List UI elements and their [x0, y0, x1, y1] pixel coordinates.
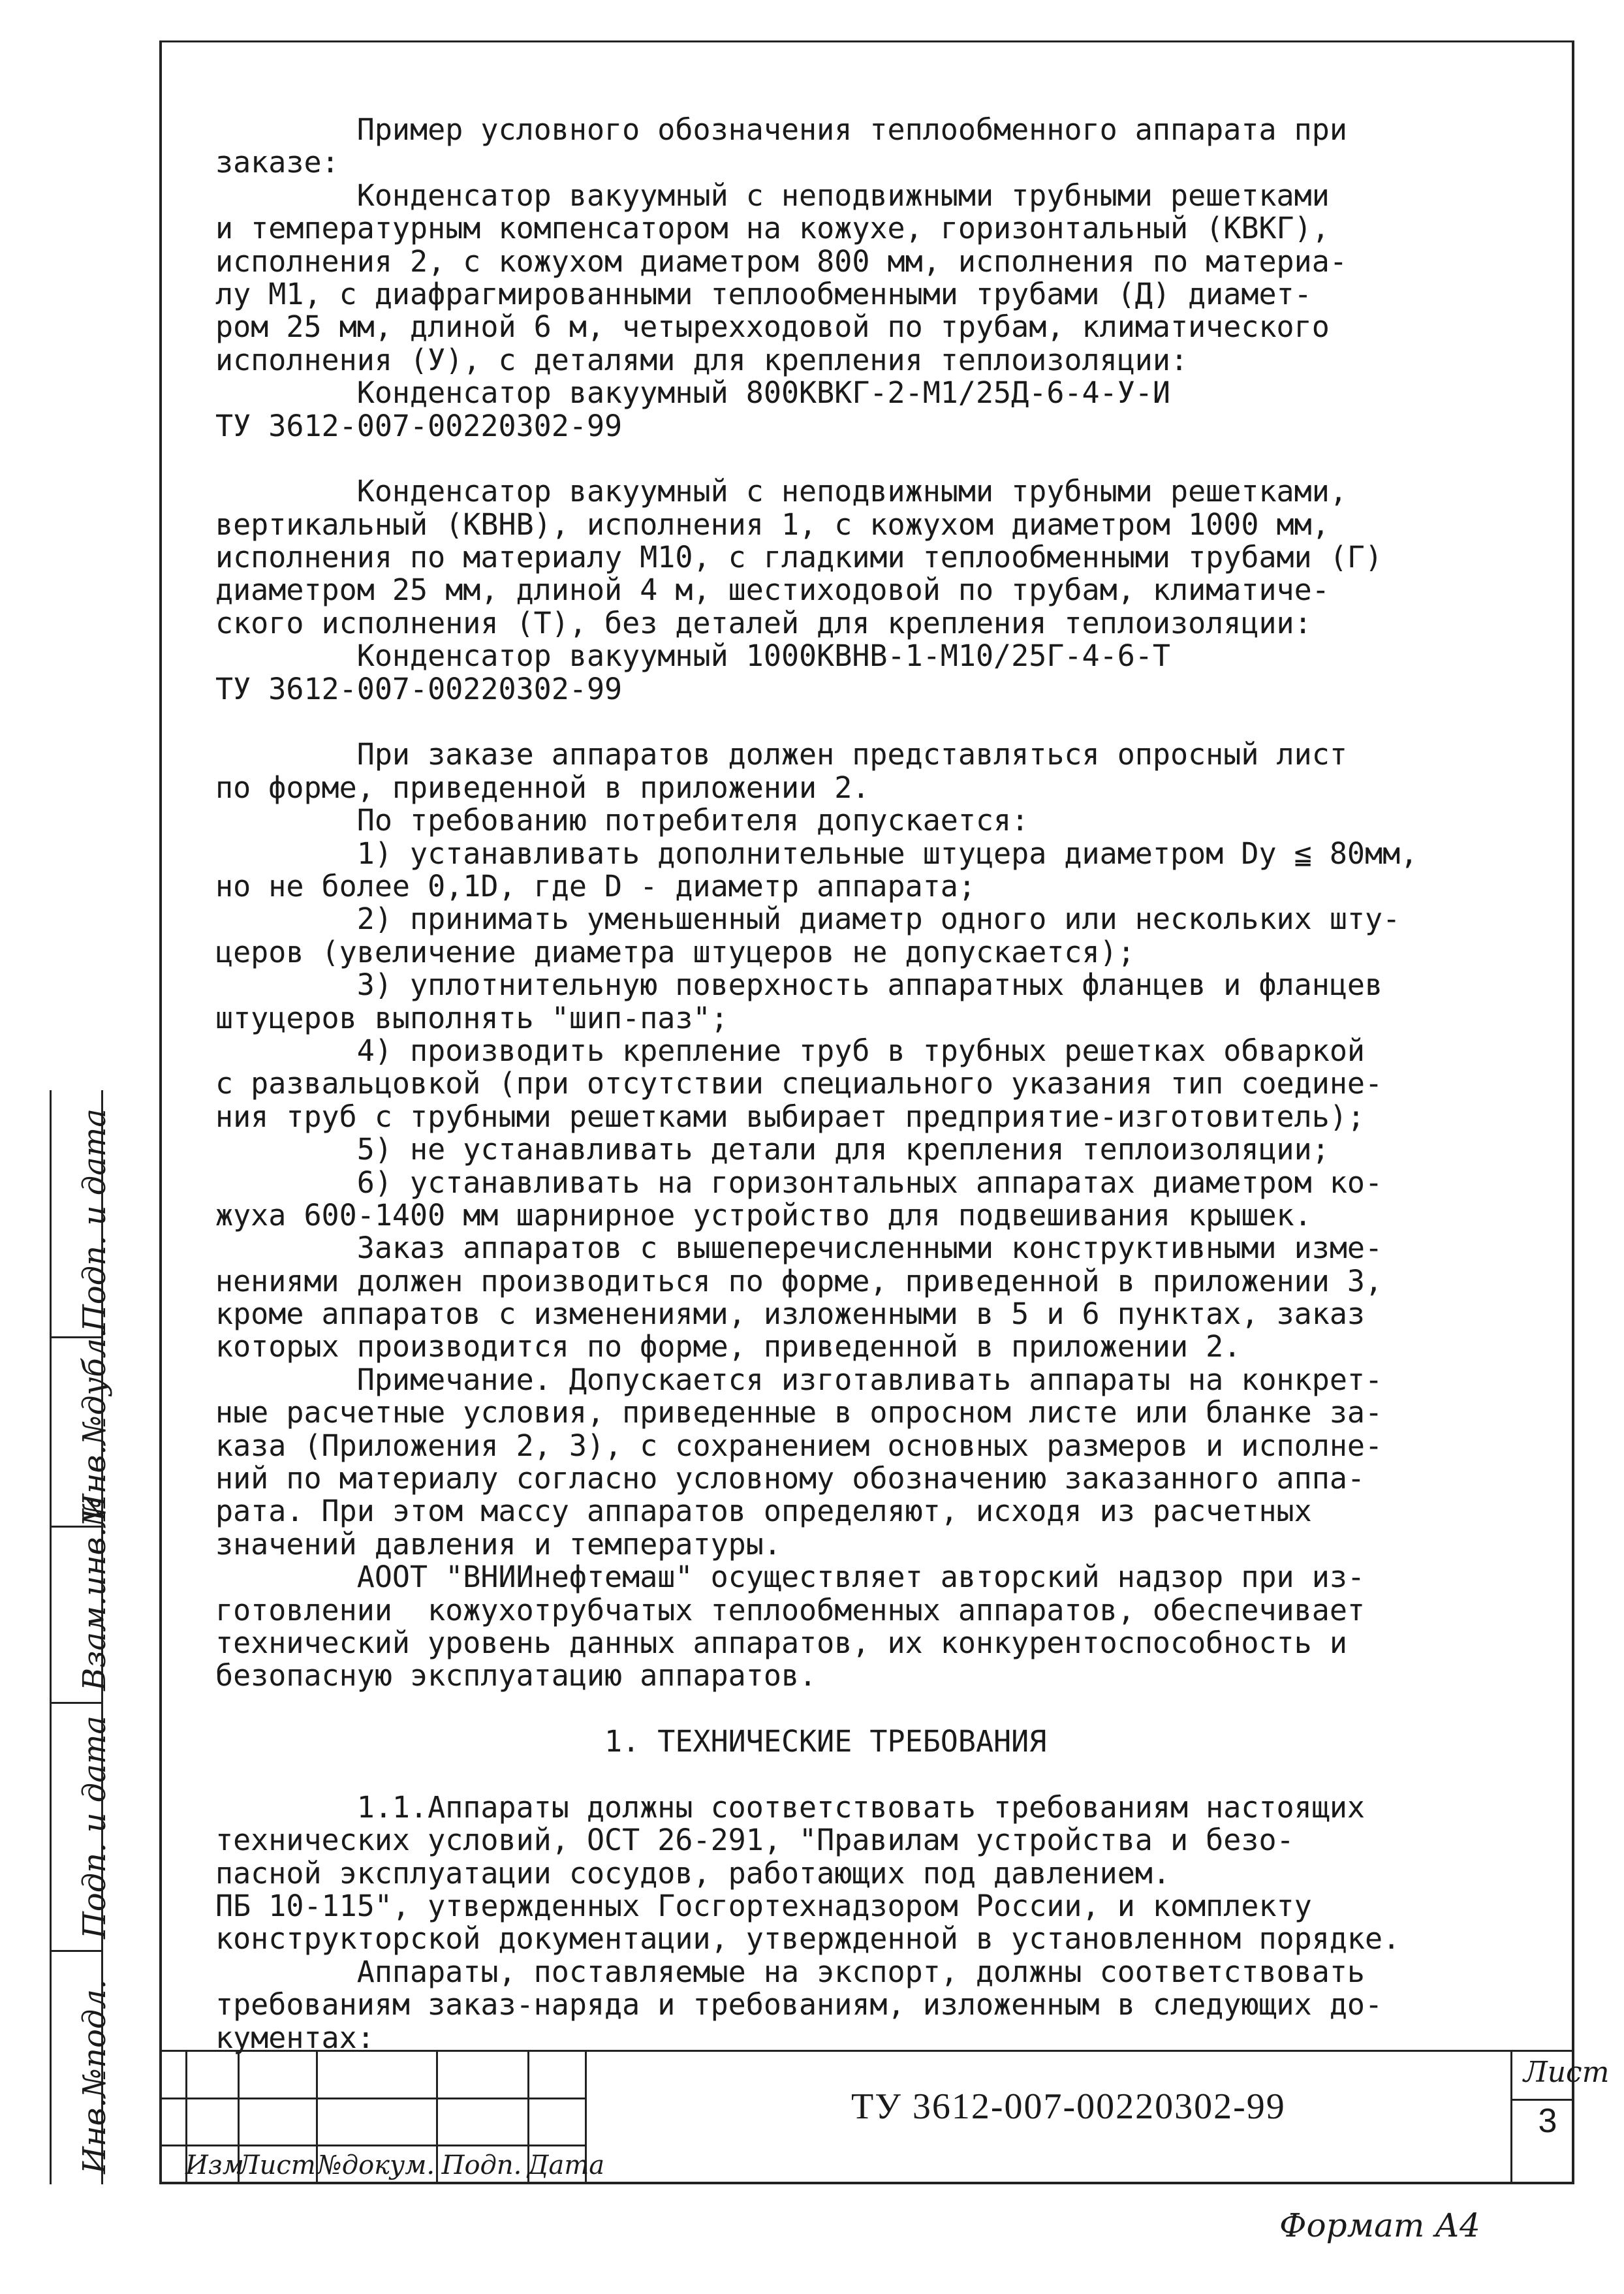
text-line: по форме, приведенной в приложении 2.: [215, 770, 870, 805]
text-line: которых производится по форме, приведенной в приложении 2.: [215, 1329, 1241, 1364]
text-line: При заказе аппаратов должен представляться опросный лист: [215, 737, 1347, 772]
side-label-inv-podl: Инв.№подл.: [76, 1979, 113, 2174]
text-line: заказе:: [215, 145, 339, 180]
blank-line: [215, 443, 1560, 475]
text-line: Конденсатор вакуумный с неподвижными трубными решетками,: [215, 474, 1347, 509]
text-line: Конденсатор вакуумный 800КВКГ-2-М1/25Д-6-4-У-И: [215, 375, 1170, 411]
text-line: технический уровень данных аппаратов, их конкурентоспособность и: [215, 1625, 1347, 1660]
text-line: значений давления и температуры.: [215, 1526, 781, 1562]
format-label: Формат А4: [1279, 2207, 1480, 2244]
tb-divider: [1510, 2052, 1512, 2184]
text-line: но не более 0,1D, где D - диаметр аппарата;: [215, 868, 976, 903]
text-line: жуха 600-1400 мм шарнирное устройство для подвешивания крышек.: [215, 1197, 1312, 1233]
text-line: Заказ аппаратов с вышеперечисленными конструктивными изме-: [215, 1231, 1383, 1266]
text-line: с развальцовкой (при отсутствии специального указания тип соедине-: [215, 1066, 1383, 1101]
text-line: рата. При этом массу аппаратов определяют, исходя из расчетных: [215, 1494, 1312, 1529]
document-body: [215, 114, 1560, 2054]
text-line: конструкторской документации, утвержденной в установленном порядке.: [215, 1921, 1401, 1956]
side-label-podp-data-bottom: Подп. и дата: [76, 1716, 113, 1939]
text-line: 4) производить крепление труб в трубных решетках обваркой: [215, 1033, 1365, 1068]
tb-row-line: [159, 2098, 585, 2099]
text-line: АООТ "ВНИИнефтемаш" осуществляет авторский надзор при из-: [215, 1560, 1365, 1595]
document-number: ТУ 3612-007-00220302-99: [851, 2086, 1286, 2127]
blank-line: [215, 1759, 1560, 1791]
text-line: 1. ТЕХНИЧЕСКИЕ ТРЕБОВАНИЯ: [215, 1724, 1047, 1759]
text-line: ния труб с трубными решетками выбирает предприятие-изготовитель);: [215, 1099, 1365, 1134]
text-line: кроме аппаратов с изменениями, изложенными в 5 и 6 пунктах, заказ: [215, 1296, 1365, 1332]
tb-header-data: Дата: [527, 2150, 605, 2180]
text-line: ТУ 3612-007-00220302-99: [215, 408, 623, 443]
text-line: технических условий, ОСТ 26-291, "Правилам устройства и безо-: [215, 1823, 1294, 1858]
text-line: 2) принимать уменьшенный диаметр одного или нескольких шту-: [215, 902, 1401, 937]
text-line: По требованию потребителя допускается:: [215, 803, 1029, 838]
text-line: исполнения 2, с кожухом диаметром 800 мм, исполнения по материа-: [215, 244, 1347, 279]
text-line: и температурным компенсатором на кожухе, горизонтальный (КВКГ),: [215, 211, 1330, 246]
side-stamp: [50, 1090, 159, 2184]
text-line: кументах:: [215, 2020, 375, 2055]
text-line: 1) устанавливать дополнительные штуцера диаметром Dy ≦ 80мм,: [215, 836, 1418, 871]
text-line: диаметром 25 мм, длиной 4 м, шестиходовой по трубам, климатиче-: [215, 573, 1330, 608]
text-line: Аппараты, поставляемые на экспорт, должны соответствовать: [215, 1954, 1365, 1989]
text-line: каза (Приложения 2, 3), с сохранением основных размеров и исполне-: [215, 1428, 1383, 1463]
text-line: Пример условного обозначения теплообменного аппарата при: [215, 112, 1347, 147]
text-line: лу М1, с диафрагмированными теплообменными трубами (Д) диамет-: [215, 276, 1312, 311]
text-line: Примечание. Допускается изготавливать аппараты на конкрет-: [215, 1362, 1383, 1397]
title-block: [159, 2050, 1610, 2184]
text-line: ные расчетные условия, приведенные в опросном листе или бланке за-: [215, 1395, 1383, 1430]
tb-header-list: Лист: [238, 2150, 316, 2180]
text-line: исполнения по материалу М10, с гладкими теплообменными трубами (Г): [215, 540, 1383, 575]
text-line: ского исполнения (Т), без деталей для крепления теплоизоляции:: [215, 605, 1312, 640]
sheet-number: 3: [1538, 2102, 1557, 2140]
text-line: Конденсатор вакуумный с неподвижными трубными решетками: [215, 178, 1330, 213]
side-label-vzam-inv: Взам.инв.№: [76, 1497, 113, 1691]
text-line: пасной эксплуатации сосудов, работающих под давлением.: [215, 1855, 1170, 1891]
tb-header-podp: Подп.: [441, 2150, 522, 2180]
tb-sheet-divider: [1510, 2099, 1574, 2101]
sheet-label: Лист: [1523, 2056, 1610, 2089]
text-line: 3) уплотнительную поверхность аппаратных фланцев и фланцев: [215, 967, 1383, 1003]
text-line: готовлении кожухотрубчатых теплообменных аппаратов, обеспечивает: [215, 1592, 1365, 1627]
text-line: нениями должен производиться по форме, приведенной в приложении 3,: [215, 1263, 1383, 1298]
side-label-podp-data-top: Подп. и дата: [76, 1108, 113, 1332]
text-line: церов (увеличение диаметра штуцеров не допускается);: [215, 934, 1135, 969]
text-line: безопасную эксплуатацию аппаратов.: [215, 1658, 817, 1693]
text-line: ром 25 мм, длиной 6 м, четырехходовой по трубам, климатического: [215, 309, 1330, 345]
tb-header-n-dokum: №докум.: [317, 2150, 435, 2180]
text-line: штуцеров выполнять "шип-паз";: [215, 1000, 728, 1035]
text-line: 1.1.Аппараты должны соответствовать требованиям настоящих: [215, 1789, 1365, 1825]
text-line: требованиям заказ-наряда и требованиям, изложенным в следующих до-: [215, 1987, 1383, 2022]
side-label-inv-dubl: Инв.№дубл.: [76, 1328, 113, 1521]
text-line: 6) устанавливать на горизонтальных аппаратах диаметром ко-: [215, 1165, 1383, 1200]
text-line: ний по материалу согласно условному обозначению заказанного аппа-: [215, 1461, 1365, 1496]
text-line: 5) не устанавливать детали для крепления теплоизоляции;: [215, 1132, 1330, 1167]
text-line: Конденсатор вакуумный 1000КВНВ-1-М10/25Г-4-6-Т: [215, 638, 1170, 674]
blank-line: [215, 1693, 1560, 1725]
tb-header-izm: Изм: [185, 2150, 244, 2180]
text-line: ПБ 10-115", утвержденных Госгортехнадзором России, и комплекту: [215, 1889, 1312, 1924]
blank-line: [215, 706, 1560, 738]
text-line: исполнения (У), с деталями для крепления теплоизоляции:: [215, 342, 1189, 377]
text-line: вертикальный (КВНВ), исполнения 1, с кожухом диаметром 1000 мм,: [215, 507, 1330, 542]
text-line: ТУ 3612-007-00220302-99: [215, 671, 623, 706]
